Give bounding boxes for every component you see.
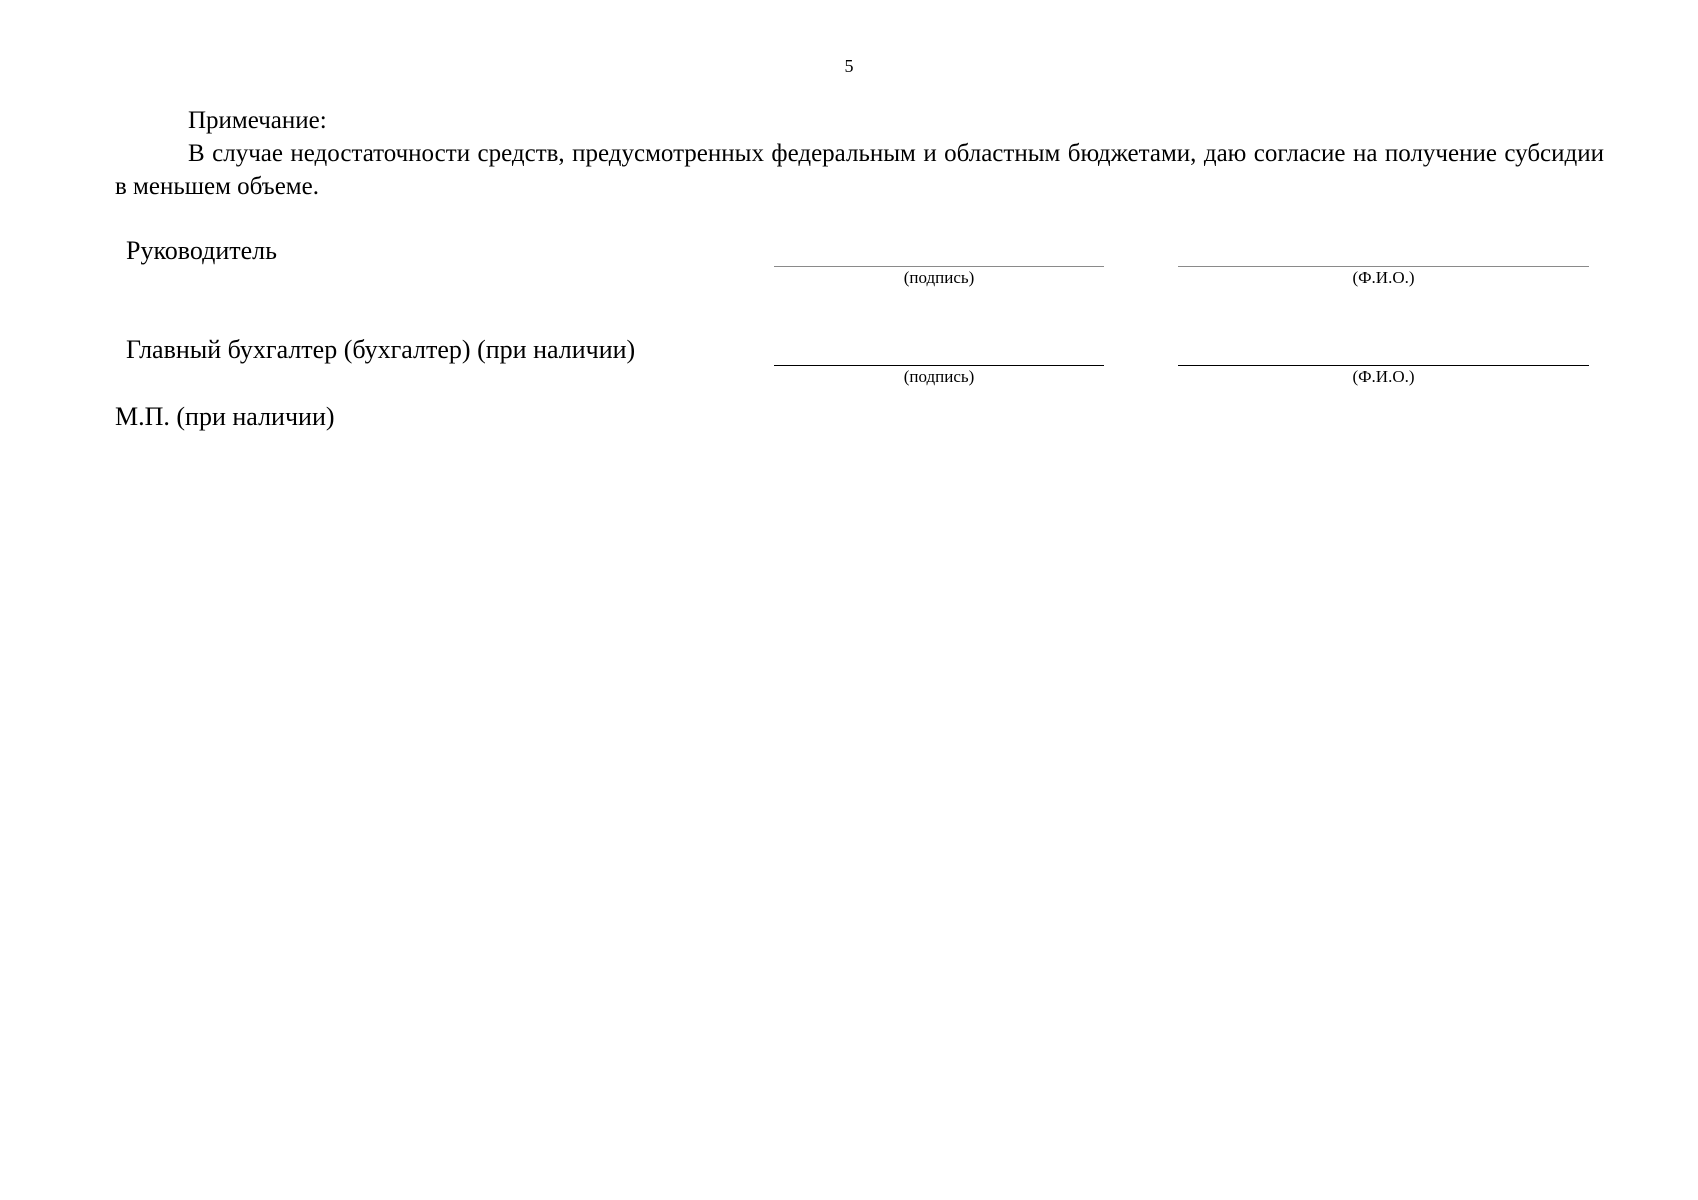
head-name-line <box>1178 266 1589 267</box>
page-number: 5 <box>844 56 854 76</box>
stamp-label: М.П. (при наличии) <box>115 402 335 431</box>
chief-accountant-signature-caption: (подпись) <box>903 367 975 386</box>
chief-accountant-role-label: Главный бухгалтер (бухгалтер) (при наличии) <box>126 335 636 364</box>
chief-accountant-name-line <box>1178 365 1589 366</box>
note-heading: Примечание: <box>188 107 327 134</box>
head-name-caption: (Ф.И.О.) <box>1352 268 1415 287</box>
head-signature-line <box>774 266 1104 267</box>
head-role-label: Руководитель <box>126 236 277 265</box>
head-signature-caption: (подпись) <box>903 268 975 287</box>
chief-accountant-name-caption: (Ф.И.О.) <box>1352 367 1415 386</box>
note-section <box>115 104 1604 203</box>
note-body: В случае недостаточности средств, предусмотренных федеральным и областным бюджетами, даю согласие на получение субсидии в меньшем объеме. <box>115 140 1604 200</box>
chief-accountant-signature-line <box>774 365 1104 366</box>
